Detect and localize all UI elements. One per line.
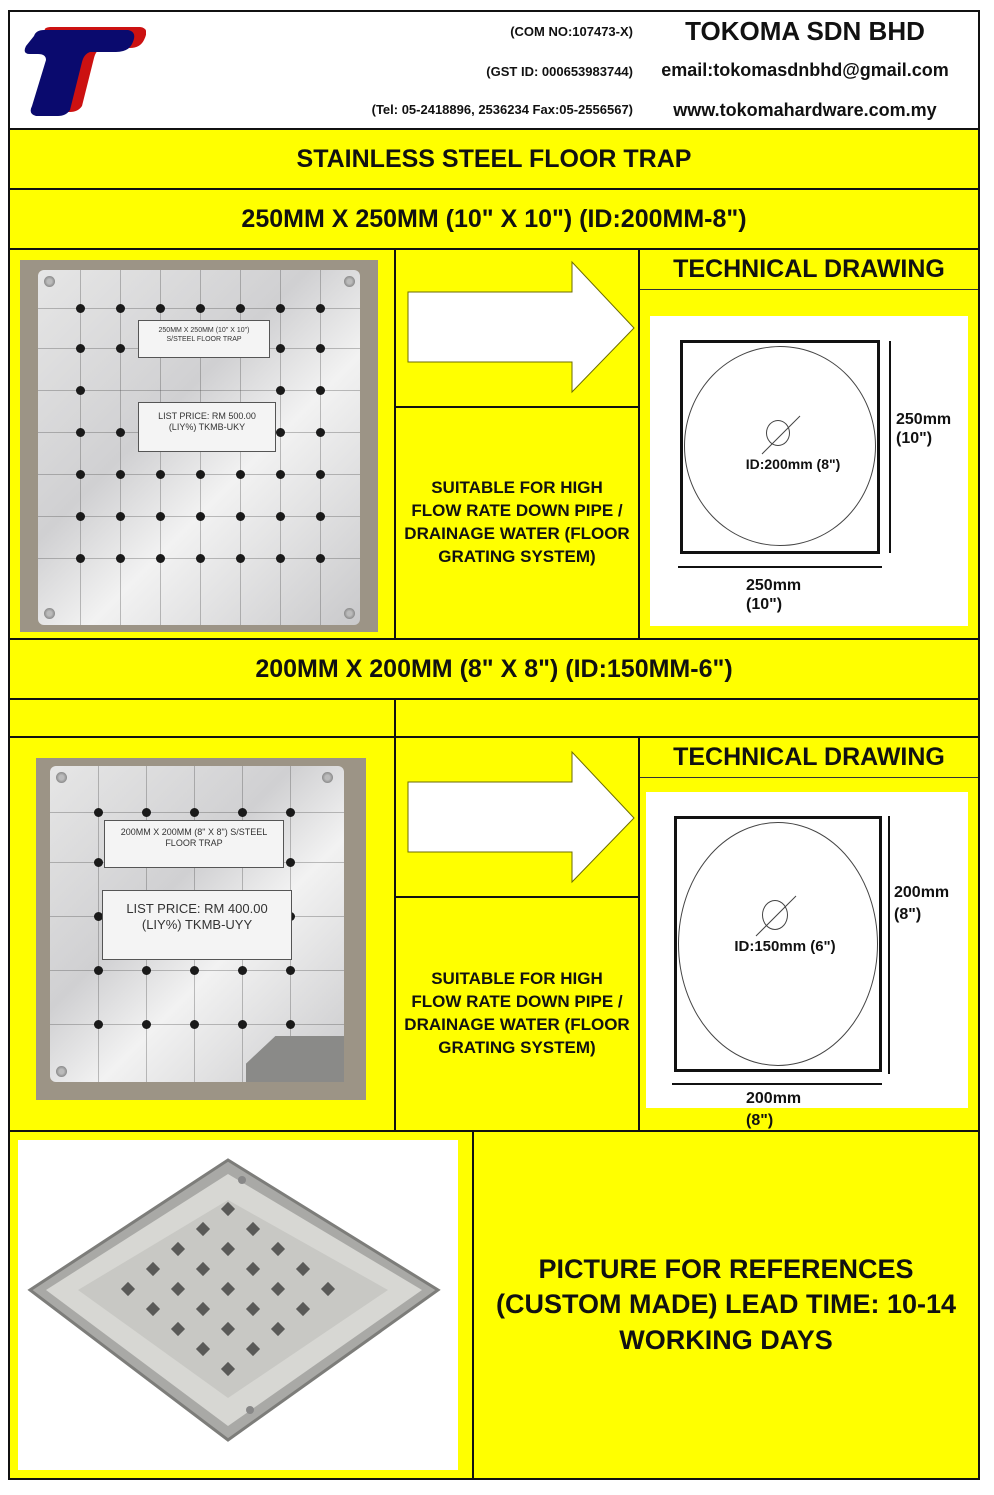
product-1-plate [38,270,360,625]
product-1-drawing-cell [638,248,980,640]
product-2-height-dim-line [888,816,890,1074]
gst-id: (GST ID: 000653983744) [486,64,633,79]
product-2-technical-drawing [646,792,968,1130]
product-2-description: SUITABLE FOR HIGH FLOW RATE DOWN PIPE / DRAINAGE WATER (FLOOR GRATING SYSTEM) [394,896,640,1132]
product-1-photo [20,260,378,632]
company-header [8,10,980,130]
product-1-drawing-title: TECHNICAL DRAWING [640,250,978,290]
company-number: (COM NO:107473-X) [510,24,633,39]
company-website[interactable]: www.tokomahardware.com.my [673,100,937,120]
reference-line-2: (CUSTOM MADE) LEAD TIME: 10-14 [495,1289,957,1320]
right-arrow-icon [406,750,636,886]
product-2-width-dim: 200mm (8") [746,1090,802,1130]
product-2-height-dim: 200mm (8") [894,884,950,924]
product-2-damaged-corner [246,1036,344,1082]
product-2-heading: 200MM X 200MM (8" X 8") (ID:150MM-6") [8,638,980,700]
product-1-heading: 250MM X 250MM (10" X 10") (ID:200MM-8") [8,188,980,250]
product-2-drawing-cell [638,736,980,1132]
tokoma-logo-icon [16,20,146,120]
product-2-photo-cell [8,736,396,1132]
spacer-cell-right [394,698,980,738]
product-1-id-label: ID:200mm (8") [745,456,841,472]
product-1-size-sticker: 250MM X 250MM (10" X 10") S/STEEL FLOOR TRAP [138,320,270,358]
product-1-diameter-line [758,412,804,458]
floor-grating-icon [18,1140,458,1470]
product-2-size-sticker: 200MM X 200MM (8" X 8") S/STEEL FLOOR TRAP [104,820,284,868]
product-1-width-dim-line [678,566,882,568]
product-1-technical-drawing [650,316,968,626]
reference-photo-cell [8,1130,474,1480]
product-1-height-dim: 250mm (10") [896,411,952,448]
product-1-height-dim-line [889,341,891,553]
reference-note [472,1130,980,1480]
product-2-drawing-title: TECHNICAL DRAWING [640,738,978,778]
product-1-photo-cell [8,248,396,640]
product-2-id-label: ID:150mm (6") [734,938,836,955]
product-1-price-sticker: LIST PRICE: RM 500.00 (LIY%) TKMB-UKY [138,402,276,452]
floor-grating-reference-image [18,1140,458,1470]
product-2-price-sticker: LIST PRICE: RM 400.00 (LIY%) TKMB-UYY [102,890,292,960]
product-1-width-dim: 250mm (10") [746,577,802,614]
product-2-width-dim-line [672,1083,882,1085]
product-2-plate [50,766,344,1082]
spacer-cell-left [8,698,396,738]
company-email[interactable]: email:tokomasdnbhd@gmail.com [661,60,949,80]
company-name: TOKOMA SDN BHD [685,16,925,46]
reference-line-3: WORKING DAYS [619,1324,833,1355]
right-arrow-icon [406,260,636,396]
product-1-description: SUITABLE FOR HIGH FLOW RATE DOWN PIPE / DRAINAGE WATER (FLOOR GRATING SYSTEM) [394,406,640,640]
product-2-photo [36,758,366,1100]
product-1-arrow-cell [394,248,640,408]
tel-fax: (Tel: 05-2418896, 2536234 Fax:05-2556567) [371,102,633,117]
product-2-diameter-line [752,892,800,940]
reference-line-1: PICTURE FOR REFERENCES [538,1254,914,1285]
page-title: STAINLESS STEEL FLOOR TRAP [8,128,980,190]
product-2-arrow-cell [394,736,640,898]
